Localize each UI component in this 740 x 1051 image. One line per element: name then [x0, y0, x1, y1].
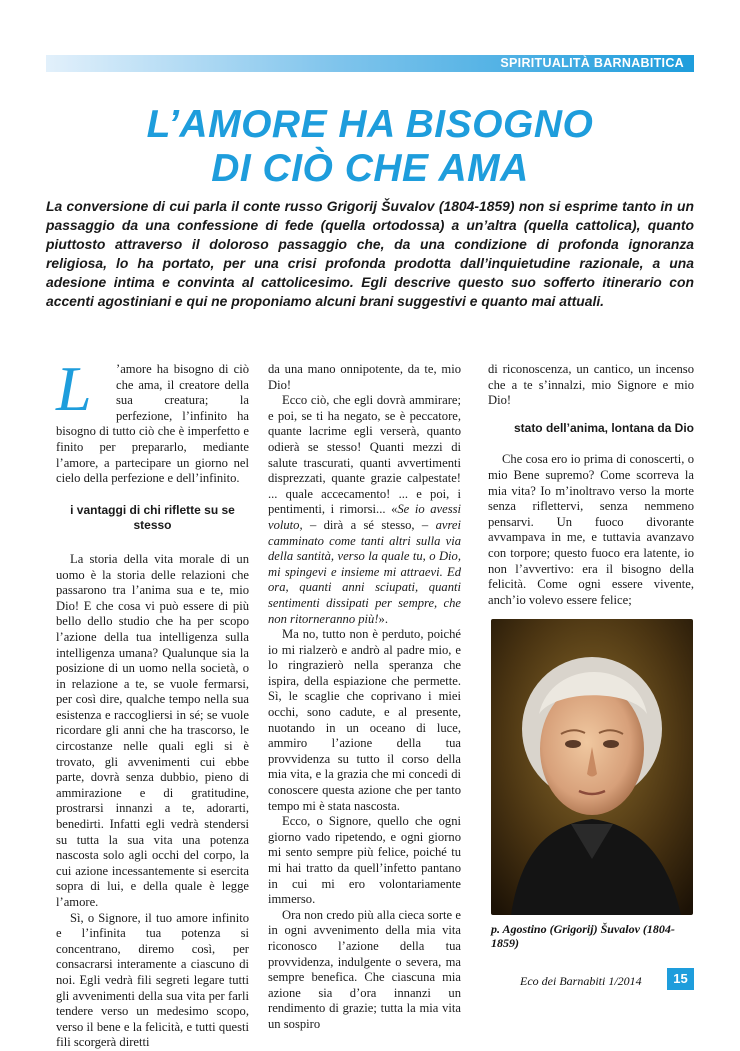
quote-italic: avrei camminato come tanti altri sulla via della santità, verso la quale tu, o Dio, mi spingevi e insieme mi attraevi. Ed ora, quanti anni sciupati, quanti sentimenti dissipati per sempre, che non ritorneranno più! [268, 517, 461, 626]
magazine-issue: Eco dei Barnabiti 1/2014 [520, 974, 642, 988]
quote-italic: Se io avessi voluto, [268, 502, 461, 532]
paragraph [268, 393, 461, 627]
paragraph: La storia della vita morale di un uomo è la storia delle relazioni che passarono tra l’anima sua e te, mio Dio! E che cosa vi può essere di più bello dello studio che ha per scopo l’azione della tua intelligenza sulla intelligenza umana? Qualunque sia la posizione di un uomo nella società, o in relazione a te, se vuole fermarsi, per così dire, qualche tempo nella sua esistenza e raccogliersi in sé; se vuole ricordare gli anni che ha trascorso, le circostanze nelle quali egli si è trovato, gli avvenimenti cui ebbe parte, dovrà senza dubbio, pieno di ammirazione e di gratitudine, prostrarsi innanzi a te, adorarti, benedirti. Infatti egli vedrà stendersi su tutta la sua vita una potenza nascosta solo agli occhi del corpo, la cui azione incessantemente si esercita sopra di lui, e della quale è legge l’amore. [56, 551, 249, 909]
photo-caption: p. Agostino (Grigorij) Šuvalov (1804-1859) [491, 922, 675, 950]
section-header-bar [46, 55, 694, 72]
drop-cap: L [56, 353, 92, 424]
paragraph: Ma no, tutto non è perduto, poiché io mi rialzerò e andrò al padre mio, e lo ringrazierò nella speranza che ispira, della espiazione che permette. Sì, le scaglie che coprivano i miei occhi, sono cadute, e al presente, nuotando in un oceano di luce, ammiro l’azione della tua provvidenza su tutto il corso della mia vita, e la grazia che mi concedi di conoscere questa azione che per tanto tempo mi è stata nascosta. [268, 627, 461, 813]
section-label: SPIRITUALITÀ BARNABITICA [500, 56, 684, 70]
portrait-photo [491, 619, 693, 915]
paragraph: Ora non credo più alla cieca sorte e in ogni avvenimento della mia vita riconosco l’azione della tua provvidenza, indulgente o severa, ma sempre benefica. Che ciascuna mia azione sia d’ora innanzi un rendimento di grazie; tutta la mia vita un sospiro [268, 907, 461, 1031]
opening-paragraph [56, 353, 249, 487]
quote-text: – dirà a sé stesso, – [302, 517, 436, 532]
paragraph: Che cosa ero io prima di conoscerti, o mio Bene supremo? Come scorreva la mia vita? Io m’inoltravo verso la morte senza riflettervi, senza nemmeno pensarvi. Un fuoco divorante avvampava in me, e tuttavia avanzavo con torpore; questo fuoco era latente, io non l’avvertivo: era il bisogno della felicità. Come ogni essere vivente, anch’io volevo essere felice; [488, 452, 694, 607]
quote-text: Ecco ciò, che egli dovrà ammirare; e poi, se ti ha negato, se è peccatore, quante lacrime egli verserà, quanto odierà se stesso! Quanti mezzi di salute trascurati, quanti avvertimenti disprezzati, quante grazie calpestate! ... quale accecamento! ... e poi, i pentimenti, i rimorsi... « [268, 393, 461, 517]
subheading: i vantaggi di chi riflette su se stesso [70, 502, 235, 533]
article-title-line-1: L’AMORE HA BISOGNO [146, 103, 594, 146]
paragraph: da una mano onnipotente, da te, mio Dio! [268, 362, 461, 392]
quote-text: ». [378, 611, 388, 626]
paragraph-text: ’amore ha bisogno di ciò che ama, il creatore della sua creatura; la perfezione, l’infinito ha bisogno di tutto ciò che è imperfetto e finito per prepararlo, mediante l’amore, a partecipare un giorno nel cielo della perfezione e dell’infinito. [56, 362, 249, 486]
subheading: stato dell’anima, lontana da Dio [513, 420, 694, 435]
column-3 [488, 362, 694, 608]
article-intro: La conversione di cui parla il conte russo Grigorij Šuvalov (1804-1859) non si esprime tanto in un passaggio da una confessione di fede (quella ortodossa) a un’altra (quella cattolica), quanto piuttosto attraverso il doloroso passaggio che, da una condizione di profonda ignoranza religiosa, lo ha portato, per una crisi profonda prodotta dall’inquietudine razionale, a una adesione intima e convinta al cattolicesimo. Egli descrive questo suo sofferto itinerario con accenti agostiniani e qui ne proponiamo alcuni brani suggestivi e quanto mai attuali. [46, 198, 694, 309]
column-2 [268, 362, 461, 1033]
page-number: 15 [667, 968, 694, 990]
article-title-line-2: DI CIÒ CHE AMA [211, 147, 529, 190]
column-1 [56, 353, 249, 1051]
paragraph: di riconoscenza, un cantico, un incenso che a te s’innalzi, mio Signore e mio Dio! [488, 362, 694, 408]
paragraph: Sì, o Signore, il tuo amore infinito e l’infinita tua potenza si concentrano, diremo così, per consacrarsi interamente a ciascuno di noi. Egli vedrà fili segreti legare tutti gli avvenimenti della sua vita per farli tendere verso un medesimo scopo, verso il bene e la felicità, e tutti questi fili scorgerà diretti [56, 910, 249, 1050]
paragraph: Ecco, o Signore, quello che ogni giorno vado ripetendo, e ogni giorno mi sento sempre più felice, poiché tu mi hai tratto da quell’infetto pantano in cui mi ero volontariamente immerso. [268, 814, 461, 907]
